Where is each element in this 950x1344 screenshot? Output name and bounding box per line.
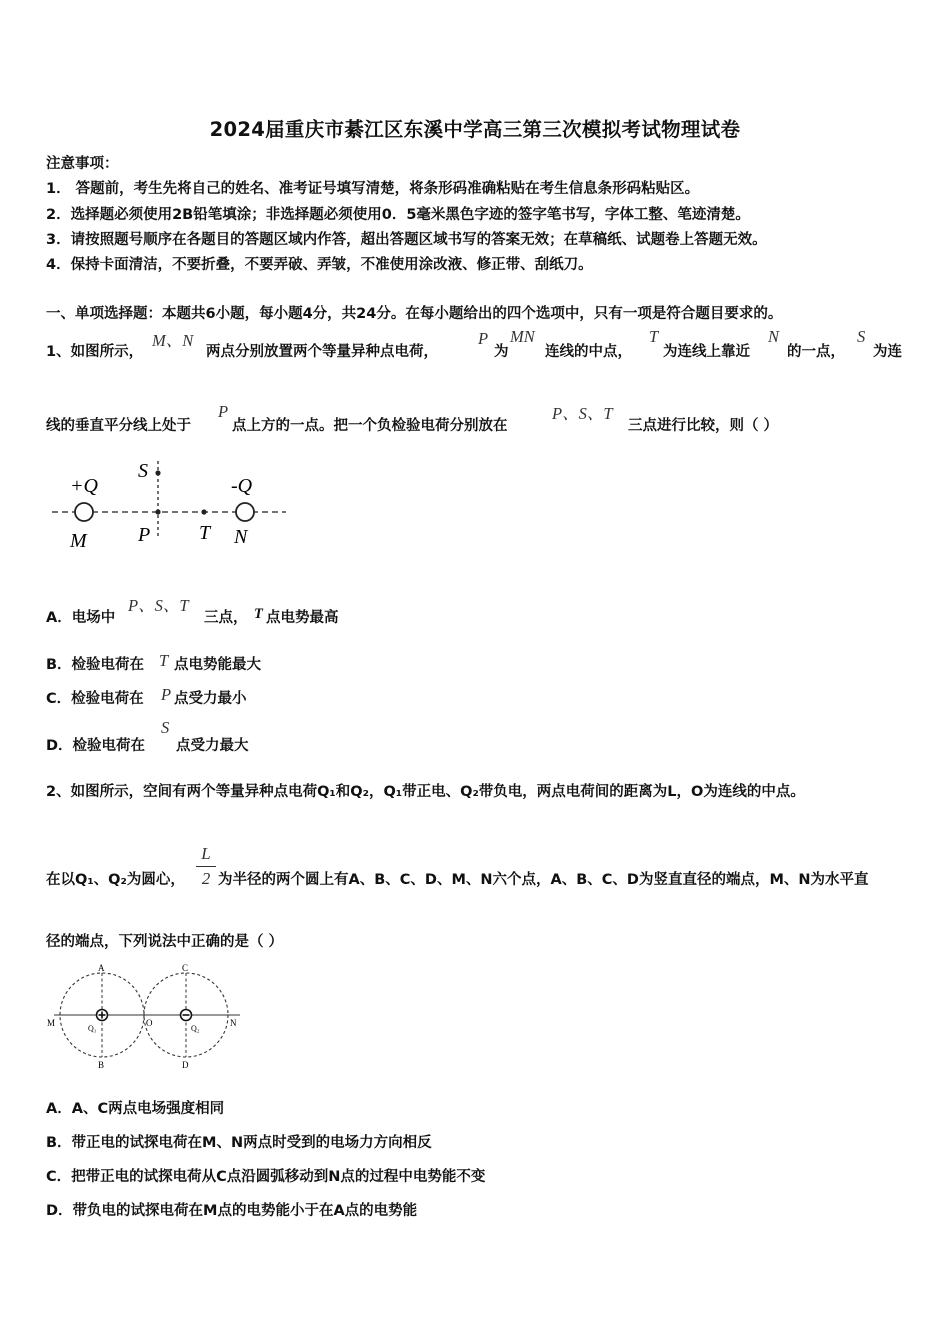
- notice-item-1: 1． 答题前，考生先将自己的姓名、准考证号填写清楚，将条形码准确粘贴在考生信息条形码粘贴区。: [46, 181, 700, 197]
- q1-math-p2: P: [218, 402, 229, 421]
- q1-charge-n: [236, 503, 254, 521]
- q1-option-b-math: T: [159, 651, 169, 670]
- q1-point-t: [201, 509, 206, 514]
- q1-text-1b: 两点分别放置两个等量异种点电荷，: [206, 344, 438, 360]
- q1-text-1a: 1、如图所示，: [46, 344, 144, 360]
- q2-label-m: M: [47, 1018, 56, 1028]
- q1-math-t: T: [649, 327, 659, 346]
- page-title: 2024届重庆市綦江区东溪中学高三第三次模拟考试物理试卷: [209, 118, 741, 141]
- q1-math-s: S: [857, 327, 866, 346]
- q2-line-3: 径的端点，下列说法中正确的是（ ）: [46, 934, 284, 950]
- q1-text-2a: 线的垂直平分线上处于: [46, 418, 191, 434]
- q1-point-s: [155, 470, 160, 475]
- q2-label-d: D: [182, 1060, 189, 1070]
- q2-label-a: A: [98, 963, 105, 973]
- q2-label-o: O: [146, 1018, 153, 1028]
- q1-figure: [46, 455, 296, 555]
- q1-option-d-math: S: [161, 718, 170, 737]
- q1-math-pst: P、S、T: [552, 404, 613, 423]
- q2-label-n: N: [230, 1018, 237, 1028]
- q1-label-m: M: [70, 530, 87, 552]
- q1-label-t: T: [199, 522, 211, 544]
- q1-option-a-mid: 三点，: [204, 610, 248, 626]
- q1-option-d-post: 点受力最大: [176, 738, 249, 754]
- q1-option-c-pre: C．检验电荷在: [46, 691, 144, 707]
- q1-option-b-post: 点电势能最大: [174, 657, 261, 673]
- q1-label-s: S: [138, 460, 148, 482]
- q1-text-1d: 连线的中点，: [545, 344, 632, 360]
- q2-line-2a: 在以Q₁、Q₂为圆心，: [46, 872, 185, 888]
- notice-item-3: 3．请按照题号顺序在各题目的答题区域内作答，超出答题区域书写的答案无效；在草稿纸、试题卷上答题无效。: [46, 232, 767, 248]
- q2-fraction-denominator: 2: [201, 869, 211, 888]
- notice-item-2: 2．选择题必须使用2B铅笔填涂；非选择题必须使用0．5毫米黑色字迹的签字笔书写，字体工整、笔迹清楚。: [46, 207, 750, 223]
- q2-option-a: A．A、C两点电场强度相同: [46, 1101, 225, 1117]
- q1-label-n: N: [234, 526, 248, 548]
- q1-label-p: P: [138, 524, 151, 546]
- q2-option-b: B．带正电的试探电荷在M、N两点时受到的电场力方向相反: [46, 1135, 432, 1151]
- q1-text-1e: 为连线上靠近: [663, 344, 750, 360]
- q1-text-1f: 的一点，: [787, 344, 845, 360]
- q1-option-a-pre: A．电场中: [46, 610, 116, 626]
- q2-fraction: [196, 844, 216, 889]
- q1-option-a-t: T: [254, 606, 263, 622]
- q1-math-mn2: MN: [510, 327, 535, 346]
- q1-label-plus-q: +Q: [70, 475, 98, 497]
- notice-item-4: 4．保持卡面清洁，不要折叠，不要弄破、弄皱，不准使用涂改液、修正带、刮纸刀。: [46, 257, 593, 273]
- q1-charge-m: [75, 503, 93, 521]
- q1-point-p: [155, 509, 160, 514]
- q1-math-mn: M、N: [152, 331, 194, 350]
- q1-math-p: P: [478, 329, 489, 348]
- q1-math-n: N: [768, 327, 780, 346]
- q1-option-c-math: P: [161, 685, 172, 704]
- q2-option-d: D．带负电的试探电荷在M点的电势能小于在A点的电势能: [46, 1203, 418, 1219]
- q1-option-a-post: 点电势最高: [266, 610, 339, 626]
- q2-line-1: 2、如图所示，空间有两个等量异种点电荷Q₁和Q₂，Q₁带正电、Q₂带负电，两点电荷间的距离为L，O为连线的中点。: [46, 784, 805, 800]
- q2-figure: [44, 960, 244, 1072]
- notice-heading: 注意事项：: [46, 156, 119, 172]
- q2-fraction-bar: [196, 866, 216, 867]
- q2-option-c: C．把带正电的试探电荷从C点沿圆弧移动到N点的过程中电势能不变: [46, 1169, 486, 1185]
- q1-label-minus-q: -Q: [231, 475, 253, 497]
- q1-text-2c: 三点进行比较，则（ ）: [628, 418, 779, 434]
- q1-option-b-pre: B．检验电荷在: [46, 657, 145, 673]
- q1-option-d-pre: D．检验电荷在: [46, 738, 146, 754]
- q1-option-a-math: P、S、T: [128, 596, 189, 615]
- q2-label-b: B: [98, 1060, 105, 1070]
- q1-option-c-post: 点受力最小: [174, 691, 247, 707]
- q2-line-2b: 为半径的两个圆上有A、B、C、D、M、N六个点，A、B、C、D为竖直直径的端点，M、N为水平直: [218, 872, 869, 888]
- q1-text-2b: 点上方的一点。把一个负检验电荷分别放在: [232, 418, 508, 434]
- q1-text-1g: 为连: [873, 344, 902, 360]
- q2-fraction-numerator: L: [201, 844, 211, 863]
- q2-label-c: C: [182, 963, 189, 973]
- q2-label-q1: Q₁: [88, 1024, 97, 1033]
- q1-text-1c: 为: [494, 344, 509, 360]
- section-heading: 一、单项选择题：本题共6小题，每小题4分，共24分。在每小题给出的四个选项中，只有一项是符合题目要求的。: [46, 306, 783, 322]
- q2-label-q2: Q₂: [191, 1024, 200, 1033]
